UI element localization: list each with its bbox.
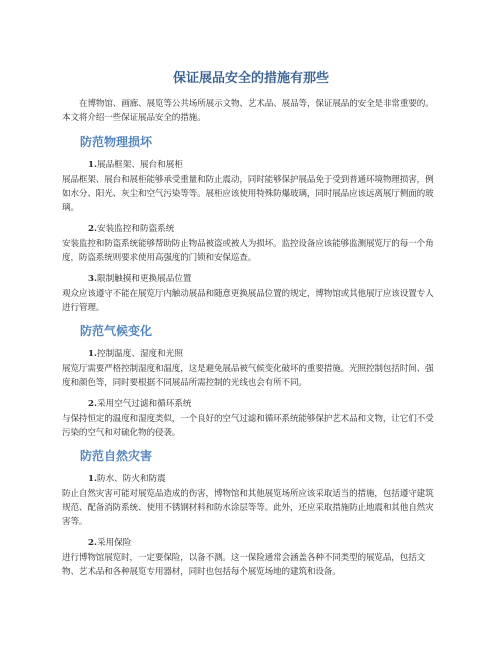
document-title: 保证展品安全的措施有那些 bbox=[172, 71, 329, 86]
item-number: 2. bbox=[88, 398, 97, 409]
section-heading: 防范气候变化 bbox=[80, 323, 153, 338]
section-natural-disasters bbox=[62, 448, 440, 579]
item-number: 2. bbox=[88, 223, 97, 234]
item-title: 采用空气过滤和循环系统 bbox=[96, 398, 192, 409]
item-number: 1. bbox=[88, 473, 97, 484]
item-number: 1. bbox=[88, 348, 97, 359]
item-title: 采用保险 bbox=[96, 537, 132, 548]
item-body: 与保持恒定的温度和湿度类似，一个良好的空气过滤和循环系统能够保护艺术品和文物，让它们不受污染的空气和对硫化物的侵袭。 bbox=[62, 413, 434, 438]
intro-paragraph: 在博物馆、画廊、展览等公共场所展示文物、艺术品、展品等，保证展品的安全是非常重要的。本文将介绍一些保证展品安全的措施。 bbox=[62, 99, 434, 124]
sub-heading bbox=[62, 398, 440, 411]
sub-heading bbox=[62, 223, 440, 236]
section-heading: 防范自然灾害 bbox=[80, 448, 153, 463]
sub-heading bbox=[62, 159, 440, 172]
item-body: 观众应该遵守不能在展览厅内触动展品和随意更换展品位置的规定，博物馆或其他展厅应该设置专人进行管理。 bbox=[62, 288, 434, 313]
item-body: 展览厅需要严格控制湿度和温度，这是避免展品被气候变化破坏的重要措施。光照控制包括时间、强度和颜色等，同时要根据不同展品所需控制的光线也会有所不同。 bbox=[62, 363, 434, 388]
section-physical-damage bbox=[62, 134, 440, 315]
item-number: 2. bbox=[88, 537, 97, 548]
item-body: 展品框架、展台和展柜能够承受重量和防止震动，同时能够保护展品免于受到普通环境物理损害，例如水分、阳光、灰尘和空气污染等等。展柜应该使用特殊防爆玻璃，同时展品应该远离展厅侧面的玻璃。 bbox=[62, 174, 434, 213]
section-climate-change bbox=[62, 323, 440, 440]
sub-heading bbox=[62, 537, 440, 550]
item-number: 3. bbox=[88, 273, 97, 284]
item-title: 防水、防火和防震 bbox=[96, 473, 166, 484]
sub-heading bbox=[62, 348, 440, 361]
item-body: 进行博物馆展览时，一定要保险，以备不测。这一保险通常会涵盖各种不同类型的展览品，包括文物、艺术品和各种展览专用器材，同时也包括每个展览场地的建筑和设备。 bbox=[62, 552, 426, 577]
sub-heading bbox=[62, 273, 440, 286]
document-page bbox=[62, 70, 440, 587]
item-title: 控制温度、湿度和光照 bbox=[96, 348, 183, 359]
item-title: 展品框架、展台和展柜 bbox=[96, 159, 183, 170]
item-number: 1. bbox=[88, 159, 97, 170]
item-body: 防止自然灾害可能对展览品造成的伤害，博物馆和其他展览场所应该采取适当的措施，包括遵守建筑规范、配备消防系统、使用不锈钢材料和防水涂层等等。此外，还应采取措施防止地震和其他自然灾害等。 bbox=[62, 488, 434, 527]
item-title: 限制触摸和更换展品位置 bbox=[96, 273, 192, 284]
item-body: 安装监控和防盗系统能够帮助防止物品被盗或被人为损坏。监控设备应该能够监测展览厅的每一个角度，防盗系统则要求使用高强度的门锁和安保巡查。 bbox=[62, 238, 434, 263]
item-title: 安装监控和防盗系统 bbox=[96, 223, 175, 234]
section-heading: 防范物理损坏 bbox=[80, 134, 153, 149]
sub-heading bbox=[62, 473, 440, 486]
